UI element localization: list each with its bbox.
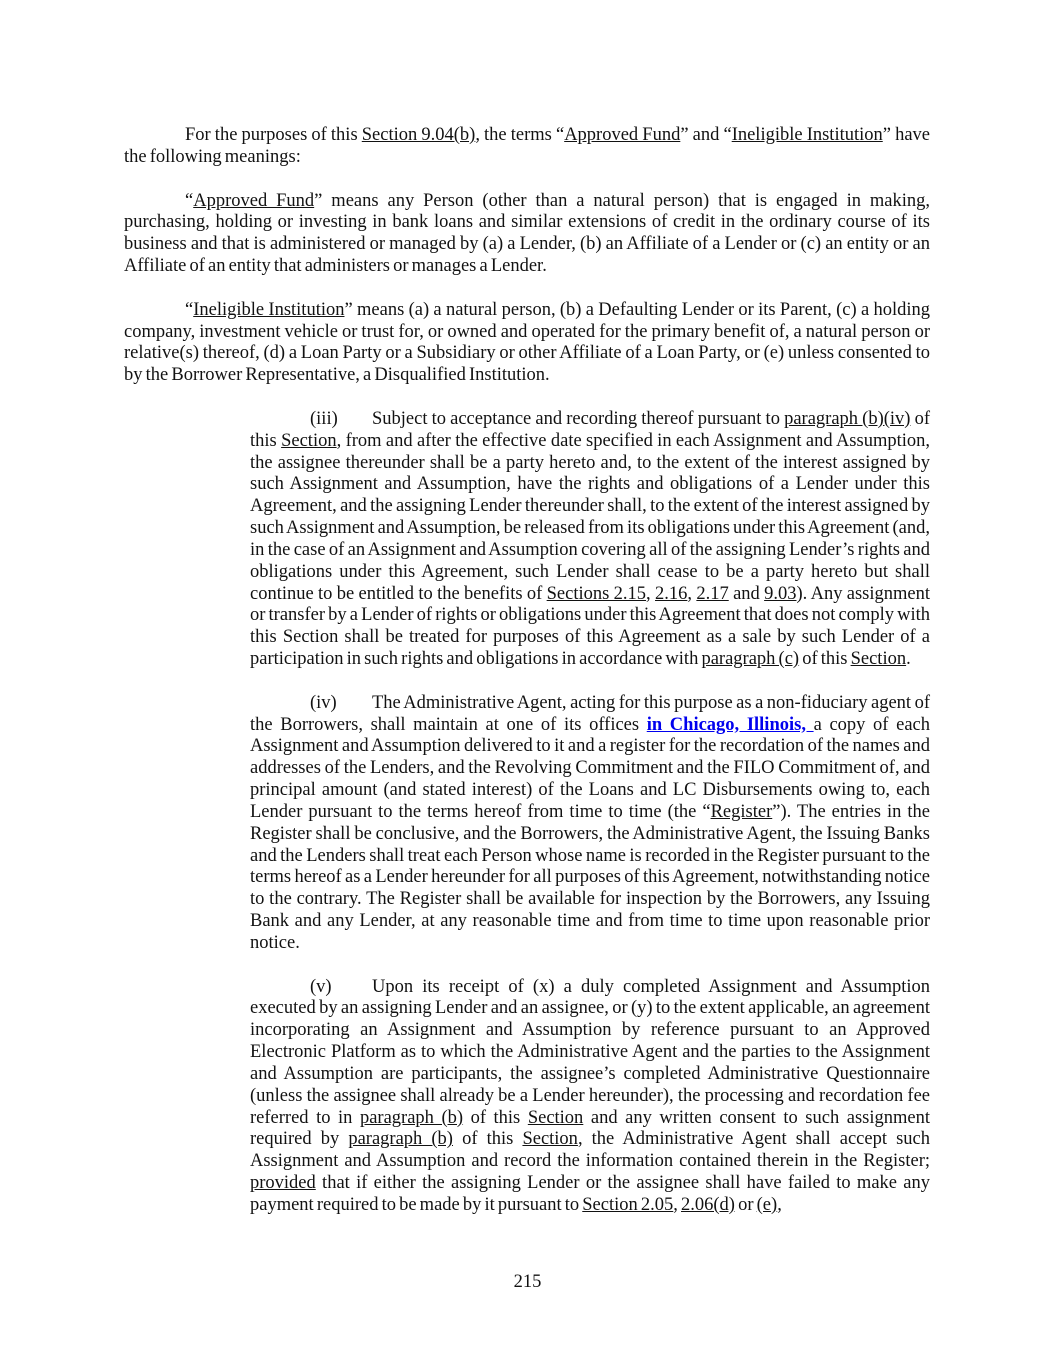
underlined-reference: Section 2.05 bbox=[582, 1194, 674, 1215]
document-body bbox=[124, 125, 930, 1239]
paragraph-clause-iv bbox=[250, 693, 930, 955]
underlined-reference: Ineligible Institution bbox=[193, 299, 345, 320]
text-run: of this bbox=[452, 1129, 523, 1150]
text-run: , bbox=[646, 583, 656, 604]
hyperlink-text: in Chicago, Illinois, bbox=[646, 714, 814, 735]
underlined-reference: paragraph (c) bbox=[701, 649, 800, 670]
underlined-reference: Section 9.04(b) bbox=[361, 125, 476, 145]
underlined-reference: Section bbox=[281, 430, 337, 451]
text-run: ” and “ bbox=[680, 125, 732, 145]
underlined-reference: Register bbox=[710, 801, 773, 822]
underlined-reference: provided bbox=[250, 1173, 316, 1194]
text-run: ). Any assignment or transfer by a Lender of rights or obligations under this Agreement that does not comply with this Section shall be treated for purposes of this Agreement as a sale by such Lender of a participation in such rights and obligations in accordance with bbox=[250, 583, 931, 670]
text-run: The Administrative Agent, acting for this purpose as a non-fiduciary agent of the Borrowers, shall maintain at one of its offices bbox=[250, 692, 930, 735]
list-marker: (v) bbox=[310, 976, 332, 997]
text-run: , bbox=[777, 1194, 782, 1215]
underlined-reference: 2.06(d) bbox=[681, 1194, 735, 1215]
underlined-reference: Section bbox=[850, 649, 907, 670]
text-run: of this bbox=[799, 649, 851, 670]
underlined-reference: 2.16 bbox=[655, 583, 688, 604]
text-run: , bbox=[687, 583, 697, 604]
text-run: For the purposes of this bbox=[185, 125, 362, 145]
text-run: “ bbox=[185, 299, 194, 320]
text-run: ”). The entries in the Register shall be conclusive, and the Borrowers, the Administrative Agent, the Issuing Banks and the Lenders shall treat each Person whose name is recorded in the Register pursuant to the terms hereof as a Lender hereunder for all purposes of this Agreement, notwithstanding notice to the contrary. The Register shall be available for inspection by the Borrowers, any Issuing Bank and any Lender, at any reasonable time and from time to time upon reasonable prior notice. bbox=[250, 801, 930, 953]
underlined-reference: paragraph (b) bbox=[359, 1107, 464, 1128]
text-run: a copy of each Assignment and Assumption delivered to it and a register for the recordation of the names and addresses of the Lenders, and the Revolving Commitment and the FILO Commitment of, and principal amount (and stated interest) of the Loans and LC Disbursements owing to, each Lender pursuant to the terms hereof from time to time (the “ bbox=[250, 714, 930, 822]
text-run: or bbox=[734, 1194, 757, 1215]
underlined-reference: Section bbox=[522, 1129, 578, 1150]
paragraph-clause-v bbox=[250, 977, 930, 1217]
text-run: Subject to acceptance and recording thereof pursuant to bbox=[372, 408, 785, 429]
text-run: of this bbox=[250, 408, 930, 451]
underlined-reference: paragraph (b)(iv) bbox=[784, 408, 911, 429]
text-run: , the Administrative Agent shall accept such Assignment and Assumption and record the information contained therein in the Register; bbox=[250, 1129, 931, 1172]
text-run: and any written consent to such assignment required by bbox=[250, 1107, 931, 1150]
paragraph-definition-ineligible-institution bbox=[124, 300, 930, 387]
text-run: , from and after the effective date specified in each Assignment and Assumption, the assignee thereunder shall be a party hereto and, to the extent of the interest assigned by such Assignment and Assumption, have the rights and obligations of a Lender under this Agreement, and the assigning Lender thereunder shall, to the extent of the interest assigned by such Assignment and Assumption, be released from its obligations under this Agreement (and, in the case of an Assignment and Assumption covering all of the assigning Lender’s rights and obligations under this Agreement, such Lender shall cease to be a party hereto but shall continue to be entitled to the benefits of bbox=[250, 430, 930, 604]
page-number: 215 bbox=[513, 1272, 542, 1292]
underlined-reference: Sections 2.15 bbox=[546, 583, 647, 604]
paragraph-intro bbox=[124, 125, 930, 169]
text-run: . bbox=[906, 649, 911, 670]
text-run: ” have the following meanings: bbox=[124, 125, 930, 167]
paragraph-definition-approved-fund bbox=[124, 191, 930, 278]
text-run: Upon its receipt of (x) a duly completed Assignment and Assumption executed by an assigning Lender and an assignee, or (y) to the extent applicable, an agreement incorporating an Assignment and Assumption by reference pursuant to an Approved Electronic Platform as to which the Administrative Agent and the parties to the Assignment and Assumption are participants, the assignee’s completed Administrative Questionnaire (unless the assignee shall already be a Lender hereunder), the processing and recordation fee referred to in bbox=[250, 976, 930, 1128]
list-marker: (iv) bbox=[310, 692, 337, 713]
text-run: , the terms “ bbox=[475, 125, 565, 145]
underlined-reference: Ineligible Institution bbox=[731, 125, 883, 145]
text-run: of this bbox=[463, 1107, 528, 1128]
text-run: “ bbox=[185, 190, 194, 211]
text-run: and bbox=[728, 583, 765, 604]
text-run: ” means any Person (other than a natural person) that is engaged in making, purchasing, holding or investing in bank loans and similar extensions of credit in the ordinary course of its business and that is administered or managed by (a) a Lender, (b) an Affiliate of a Lender or (c) an entity or an Affiliate of an entity that administers or manages a Lender. bbox=[124, 190, 930, 277]
list-marker: (iii) bbox=[310, 408, 338, 429]
underlined-reference: Section bbox=[527, 1107, 584, 1128]
underlined-reference: (e) bbox=[756, 1194, 778, 1215]
text-run: , bbox=[673, 1194, 682, 1215]
underlined-reference: Approved Fund bbox=[193, 190, 315, 211]
underlined-reference: 9.03 bbox=[764, 583, 797, 604]
paragraph-clause-iii bbox=[250, 409, 930, 671]
underlined-reference: Approved Fund bbox=[564, 125, 681, 145]
underlined-reference: paragraph (b) bbox=[348, 1129, 453, 1150]
underlined-reference: 2.17 bbox=[696, 583, 729, 604]
text-run: that if either the assigning Lender or the assignee shall have failed to make any payment required to be made by it pursuant to bbox=[250, 1173, 930, 1215]
text-run: ” means (a) a natural person, (b) a Defaulting Lender or its Parent, (c) a holding company, investment vehicle or trust for, or owned and operated for the primary benefit of, a natural person or relative(s) thereof, (d) a Loan Party or a Subsidiary or other Affiliate of a Loan Party, or (e) unless consented to by the Borrower Representative, a Disqualified Institution. bbox=[124, 299, 930, 386]
